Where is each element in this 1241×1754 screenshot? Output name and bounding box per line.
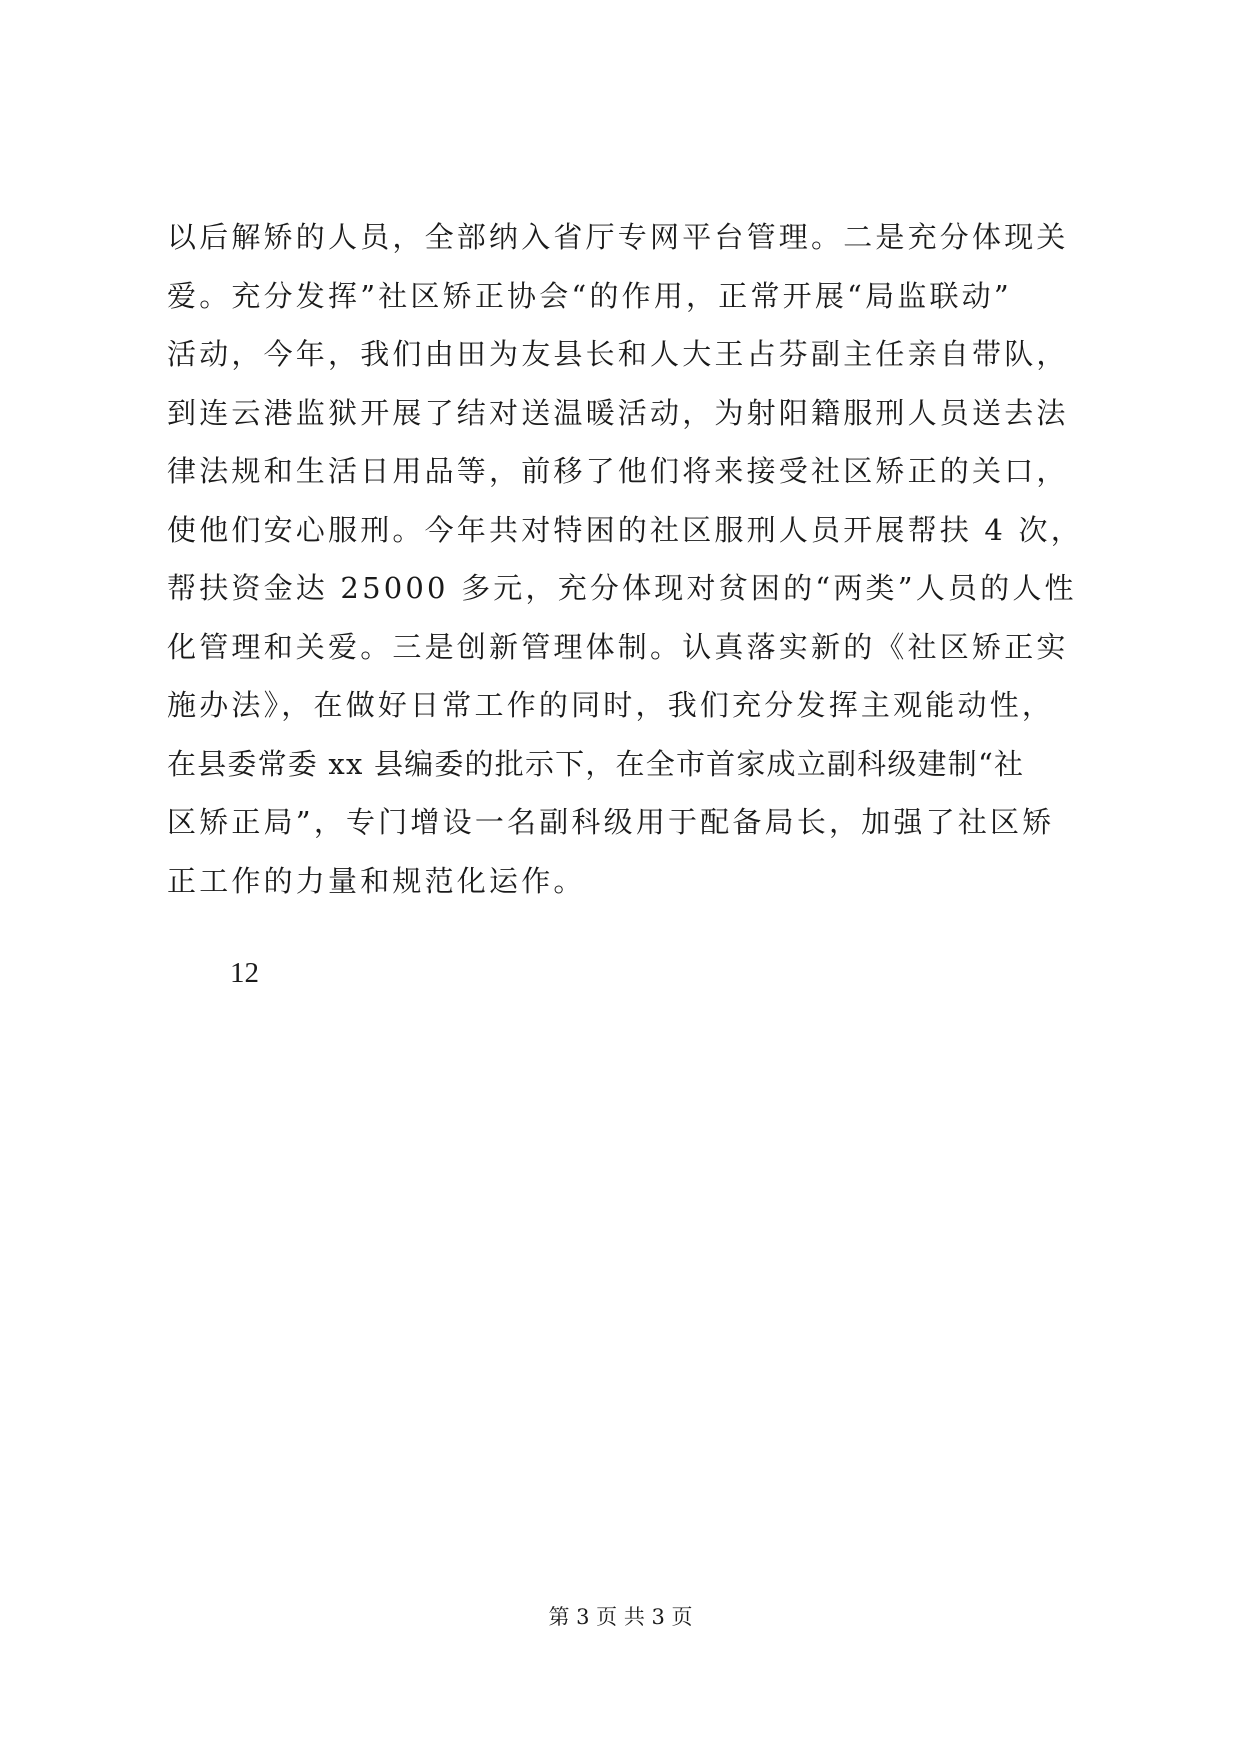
- text-line-9: 施办法》，在做好日常工作的同时，我们充分发挥主观能动性，: [167, 688, 1055, 722]
- text-line-12: 正工作的力量和规范化运作。: [167, 863, 586, 898]
- text-line-3: 活动，今年，我们由田为友县长和人大王占芬副主任亲自带队，: [167, 337, 1069, 371]
- text-line-11: 区矫正局”，专门增设一名副科级用于配备局长，加强了社区矫: [167, 805, 1055, 839]
- text-line-7: 帮扶资金达 25000 多元，充分体现对贫困的“两类”人员的人性: [167, 571, 1077, 605]
- text-line-6: 使他们安心服刑。今年共对特困的社区服刑人员开展帮扶 4 次，: [167, 512, 1083, 547]
- page-footer: 第 3 页 共 3 页: [548, 1605, 693, 1629]
- text-line-2: 爱。充分发挥”社区矫正协会“的作用，正常开展“局监联动”: [167, 278, 1012, 313]
- text-line-10: 在县委常委 xx 县编委的批示下，在全市首家成立副科级建制“社: [167, 746, 1025, 781]
- trailing-number: 12: [230, 957, 259, 989]
- text-line-4: 到连云港监狱开展了结对送温暖活动，为射阳籍服刑人员送去法: [167, 395, 1069, 430]
- text-line-1: 以后解矫的人员，全部纳入省厅专网平台管理。二是充分体现关: [167, 220, 1069, 254]
- body-paragraph: [167, 208, 1087, 910]
- text-line-8: 化管理和关爱。三是创新管理体制。认真落实新的《社区矫正实: [167, 629, 1069, 664]
- text-line-5: 律法规和生活日用品等，前移了他们将来接受社区矫正的关口，: [167, 454, 1069, 488]
